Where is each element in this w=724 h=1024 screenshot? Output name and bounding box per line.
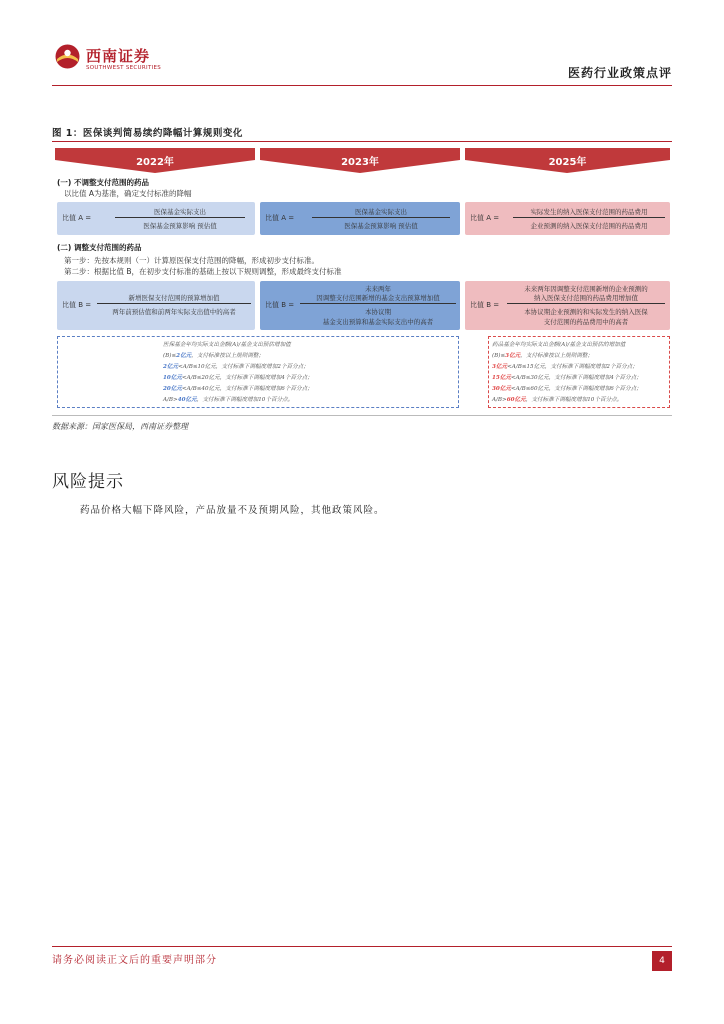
year-label-2022: 2022年 — [136, 157, 174, 168]
ratio-b-numerator: 新增医保支付范围的预算增加值 — [128, 294, 220, 302]
footer-divider — [52, 946, 672, 947]
fraction-line — [507, 303, 665, 304]
threshold-value: 2亿元 — [176, 353, 192, 359]
rule-text: <A/B≤30亿元，支付标准下调幅度增加4个百分点； — [510, 375, 642, 381]
rule-text: <A/B≤15亿元，支付标准下调幅度增加2个百分点； — [507, 364, 638, 370]
fraction-line — [513, 217, 665, 218]
rule-line — [492, 373, 642, 381]
rule-line — [163, 362, 309, 370]
rule-line — [163, 351, 264, 359]
section2-step1: 第一步：先按本规则（一）计算原医保支付范围的降幅，形成初步支付标准。 — [64, 256, 319, 265]
fraction-line — [115, 217, 245, 218]
page-number: 4 — [652, 951, 672, 971]
ratio-a-box-2025 — [465, 202, 670, 235]
ratio-b-denominator-line2: 支付范围的药品费用中的高者 — [543, 318, 629, 326]
rule-text: <A/B≤20亿元，支付标准下调幅度增加4个百分点； — [181, 375, 313, 381]
ratio-b-denominator-line2: 基金支出预算和基金实际支出中的高者 — [322, 318, 434, 326]
rule-line — [492, 340, 625, 348]
rule-text: ，支付标准下调幅度增加10个百分点。 — [525, 397, 623, 403]
ratio-b-denominator-line1: 本协议期 — [365, 308, 391, 316]
ratio-a-label: 比值 A = — [265, 214, 295, 222]
ratio-a-box-2023 — [260, 202, 460, 235]
rules-box-2022-2023 — [57, 336, 459, 408]
source-divider — [52, 415, 672, 416]
ratio-a-numerator: 医保基金实际支出 — [154, 208, 206, 216]
ratio-b-top: 未来两年 — [365, 285, 391, 293]
year-label-2023: 2023年 — [341, 157, 379, 168]
ratio-a-numerator: 医保基金实际支出 — [355, 208, 407, 216]
rule-line — [492, 362, 638, 370]
rule-text: (B)≤ — [163, 353, 177, 359]
footer-disclaimer: 请务必阅读正文后的重要声明部分 — [52, 955, 217, 966]
ratio-b-denominator: 两年前预估值和前两年实际支出值中的高者 — [112, 308, 236, 316]
threshold-value: 2亿元 — [163, 364, 179, 370]
logo-cn-text: 西南证券 — [86, 47, 151, 65]
rule-text: A/B> — [163, 397, 178, 403]
ratio-a-denominator: 企业预测的纳入医保支付范围的药品费用 — [530, 222, 648, 230]
ratio-b-denominator-line1: 本协议期企业预测的和实际发生的纳入医保 — [524, 308, 648, 316]
rule-line — [163, 340, 291, 348]
threshold-value: 20亿元 — [163, 386, 182, 392]
ratio-a-box-2022 — [57, 202, 255, 235]
year-banner-2023 — [260, 148, 460, 174]
rule-text: <A/B≤40亿元，支付标准下调幅度增加6个百分点； — [181, 386, 313, 392]
ratio-b-numerator-line1: 未来两年因调整支付范围新增的企业预测的 — [524, 285, 648, 293]
threshold-value: 3亿元 — [505, 353, 521, 359]
rule-line — [492, 384, 642, 392]
ratio-b-label: 比值 B = — [62, 301, 92, 309]
fraction-line — [97, 303, 251, 304]
rule-text: 医保基金年均实际支出金额(A)/基金支出预估增加值 — [163, 342, 291, 348]
section2-step2: 第二步：根据比值 B，在初步支付标准的基础上按以下规则调整，形成最终支付标准 — [64, 267, 342, 276]
ratio-a-denominator: 医保基金预算影响 预估值 — [344, 222, 418, 230]
company-logo-icon — [55, 44, 80, 69]
rule-line — [492, 395, 622, 403]
ratio-b-numerator-line2: 纳入医保支付范围的药品费用增加值 — [534, 294, 638, 302]
threshold-value: 40亿元 — [177, 397, 197, 403]
threshold-value: 15亿元 — [492, 375, 511, 381]
ratio-b-box-2023 — [260, 281, 460, 330]
rule-line — [163, 384, 313, 392]
rule-text: <A/B≤10亿元，支付标准下调幅度增加2个百分点； — [178, 364, 309, 370]
threshold-value: 10亿元 — [163, 375, 182, 381]
figure-source: 数据来源：国家医保局，西南证券整理 — [52, 422, 188, 431]
section1-desc: 以比值 A为基准，确定支付标准的降幅 — [64, 189, 192, 198]
ratio-b-label: 比值 B = — [470, 301, 500, 309]
fraction-line — [300, 303, 456, 304]
rule-line — [163, 373, 313, 381]
year-label-2025: 2025年 — [548, 157, 587, 168]
header-divider — [52, 85, 672, 86]
rule-text: ，支付标准下调幅度增加10个百分点。 — [196, 397, 294, 403]
rule-text: ，支付标准按以上规则调整； — [191, 353, 264, 359]
rule-text: <A/B≤60亿元，支付标准下调幅度增加6个百分点； — [510, 386, 642, 392]
ratio-b-numerator: 因调整支付范围新增的基金支出预算增加值 — [316, 294, 440, 302]
ratio-a-label: 比值 A = — [62, 214, 92, 222]
ratio-b-box-2025 — [465, 281, 670, 330]
rule-text: 药品基金年均实际支出金额(A)/基金支出预估的增加值 — [492, 342, 626, 348]
rule-text: (B)≤ — [492, 353, 506, 359]
threshold-value: 30亿元 — [492, 386, 511, 392]
section2-heading: (二) 调整支付范围的药品 — [57, 243, 142, 252]
ratio-a-label: 比值 A = — [470, 214, 500, 222]
risk-section-text: 药品价格大幅下降风险，产品放量不及预期风险，其他政策风险。 — [80, 505, 385, 516]
threshold-value: 3亿元 — [492, 364, 508, 370]
year-banner-2022 — [55, 148, 255, 174]
risk-section-title: 风险提示 — [52, 472, 124, 492]
ratio-a-denominator: 医保基金预算影响 预估值 — [143, 222, 217, 230]
ratio-a-numerator: 实际发生的纳入医保支付范围的药品费用 — [530, 208, 648, 216]
rule-text: A/B> — [492, 397, 507, 403]
rule-line — [163, 395, 293, 403]
threshold-value: 60亿元 — [506, 397, 526, 403]
ratio-b-label: 比值 B = — [265, 301, 295, 309]
section1-heading: (一) 不调整支付范围的药品 — [57, 178, 149, 187]
figure-title-divider — [52, 141, 672, 142]
fraction-line — [312, 217, 450, 218]
logo-en-text: SOUTHWEST SECURITIES — [86, 65, 162, 71]
ratio-b-box-2022 — [57, 281, 255, 330]
rule-line — [492, 351, 593, 359]
header-title: 医药行业政策点评 — [567, 66, 672, 80]
rules-box-2025 — [488, 336, 670, 408]
rule-text: ，支付标准按以上规则调整； — [520, 353, 593, 359]
year-banner-2025 — [465, 148, 670, 174]
figure-title: 图 1：医保谈判简易续约降幅计算规则变化 — [52, 128, 243, 139]
